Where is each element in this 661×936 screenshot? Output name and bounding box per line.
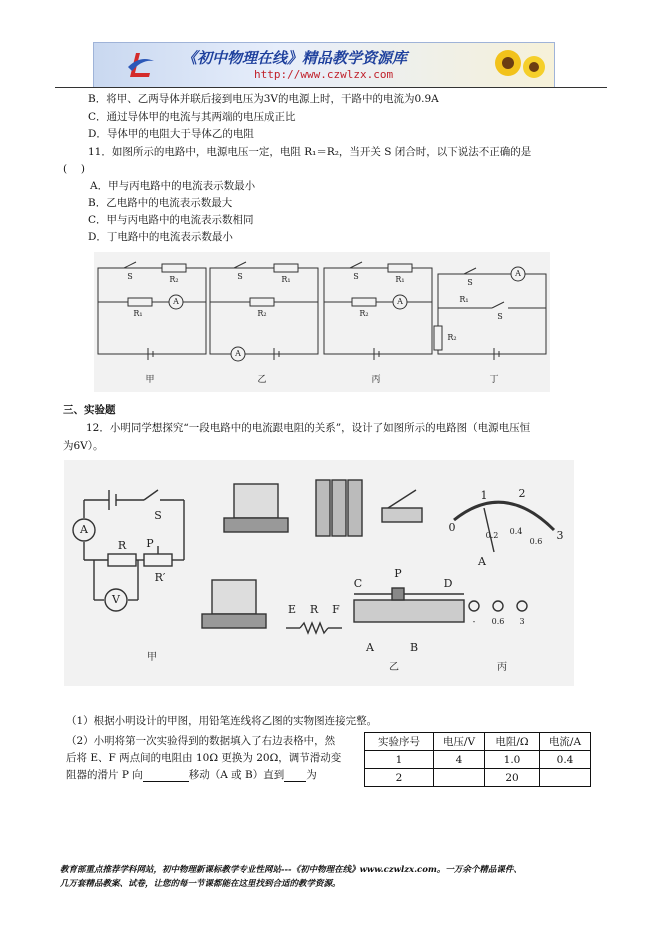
footer-line1: 教育部重点推荐学科网站，初中物理新课标教学专业性网站---《初中物理在线》www.czwlzx.com。一万余个精品课件、 <box>60 865 522 875</box>
q11-fig-label-s1: S <box>127 272 133 281</box>
table-row <box>365 769 591 787</box>
table-cell: 20 <box>485 769 540 787</box>
q12-sub2-line3-part1: 阻器的滑片 P 向 <box>66 769 143 781</box>
q12-sub2-line2: 后将 E、F 两点间的电阻由 10Ω 更换为 20Ω，调节滑动变 <box>66 752 342 764</box>
q12-meter-subtick-2: 0.4 <box>509 527 523 536</box>
table-cell[interactable] <box>434 769 485 787</box>
q12-schematic-resistor: R <box>117 539 127 552</box>
q12-meter-tick-3: 3 <box>556 529 564 542</box>
table-header-row <box>365 733 591 751</box>
q12-meter-terminal-3: 3 <box>519 617 525 626</box>
q11-circuit-figure <box>94 252 550 392</box>
q12-schematic-ammeter: A <box>80 523 88 536</box>
q12-schematic-slider: P <box>146 537 154 550</box>
q11-fig-label-r1-d: R₁ <box>459 295 469 304</box>
q12-fig-caption-jia: 甲 <box>147 652 157 663</box>
table-cell: 1.0 <box>485 751 540 769</box>
q11-answer-paren: ( ) <box>63 163 86 175</box>
q12-meter-terminal-06: 0.6 <box>491 617 505 626</box>
q12-meter-tick-1: 1 <box>480 489 488 502</box>
site-logo-icon <box>122 47 158 83</box>
q12-meter-terminal-neg: - <box>472 617 476 626</box>
table-cell[interactable] <box>540 769 591 787</box>
q11-stem: 11．如图所示的电路中，电源电压一定，电阻 R₁＝R₂，当开关 S 闭合时，以下说法不正确的是 <box>88 146 532 158</box>
q11-fig-label-s4b: S <box>497 312 503 321</box>
q12-schematic-rheostat: R′ <box>154 571 166 584</box>
q12-label-c: C <box>353 577 363 590</box>
q12-meter-tick-0: 0 <box>448 521 456 534</box>
q12-label-e: E <box>287 603 297 616</box>
q11-fig-caption-yi: 乙 <box>257 375 267 385</box>
table-cell: 1 <box>365 751 434 769</box>
q12-meter-subtick-3: 0.6 <box>529 537 543 546</box>
q11-fig-label-s4a: S <box>467 278 473 287</box>
q12-stem-line2: 为6V）。 <box>63 440 104 452</box>
q11-fig-label-r1-b: R₁ <box>281 275 291 284</box>
footer-line2: 几万套精品教案、试卷，让您的每一节课都能在这里找到合适的教学资源。 <box>60 879 341 889</box>
q11-option-a: A．甲与丙电路中的电流表示数最小 <box>90 180 256 192</box>
q12-label-a: A <box>366 641 374 654</box>
q12-fig-caption-bing: 丙 <box>497 662 507 673</box>
q11-fig-caption-jia: 甲 <box>145 375 155 385</box>
table-header-cell: 电流/A <box>540 733 591 751</box>
answer-blank-direction[interactable] <box>143 770 189 782</box>
q11-fig-label-r1-c: R₁ <box>395 275 405 284</box>
table-header-cell: 实验序号 <box>365 733 434 751</box>
q11-fig-label-s2: S <box>237 272 243 281</box>
q12-meter-tick-2: 2 <box>518 487 526 500</box>
q12-sub1: （1）根据小明设计的甲图，用铅笔连线将乙图的实物图连接完整。 <box>66 715 378 727</box>
q12-sub2-line3-part2: 移动（A 或 B）直到 <box>188 769 285 781</box>
q12-meter-subtick-1: 0.2 <box>485 531 499 540</box>
q12-label-p: P <box>394 567 402 580</box>
q10-option-b: B．将甲、乙两导体并联后接到电压为3V的电源上时，干路中的电流为0.9A <box>88 93 439 105</box>
q12-schematic-voltmeter: V <box>112 593 120 606</box>
q10-option-c: C．通过导体甲的电流与其两端的电压成正比 <box>88 111 296 123</box>
q12-label-f: F <box>332 603 340 616</box>
q12-label-r: R <box>309 603 319 616</box>
table-cell: 4 <box>434 751 485 769</box>
answer-blank-quantity[interactable] <box>284 770 306 782</box>
sunflower-icon <box>490 45 550 85</box>
q12-label-b: B <box>409 641 419 654</box>
q12-experiment-figure <box>64 460 574 686</box>
section3-title: 三、实验题 <box>63 404 116 416</box>
q12-meter-unit: A <box>478 555 486 568</box>
table-cell: 0.4 <box>540 751 591 769</box>
table-cell: 2 <box>365 769 434 787</box>
experiment-data-table <box>364 732 591 787</box>
table-header-cell: 电阻/Ω <box>485 733 540 751</box>
q11-option-c: C．甲与丙电路中的电流表示数相同 <box>88 214 254 226</box>
q12-schematic-switch: S <box>154 509 162 522</box>
q12-sub2-line1: （2）小明将第一次实验得到的数据填入了右边表格中，然 <box>66 735 336 747</box>
banner-url[interactable]: http://www.czwlzx.com <box>254 68 394 81</box>
q11-fig-label-r2-c: R₂ <box>359 309 369 318</box>
q11-fig-label-r2-d: R₂ <box>447 333 457 342</box>
q11-fig-ammeter-a: A <box>173 297 179 306</box>
q11-fig-caption-bing: 丙 <box>371 375 381 385</box>
header-rule <box>55 87 607 88</box>
q11-option-d: D．丁电路中的电流表示数最小 <box>88 231 233 243</box>
q10-option-d: D．导体甲的电阻大于导体乙的电阻 <box>88 128 254 140</box>
table-row <box>365 751 591 769</box>
q11-option-b: B．乙电路中的电流表示数最大 <box>88 197 233 209</box>
q11-fig-caption-ding: 丁 <box>489 375 499 385</box>
table-header-cell: 电压/V <box>434 733 485 751</box>
q11-fig-label-r2-a: R₂ <box>169 275 179 284</box>
q12-label-d: D <box>443 577 453 590</box>
q12-stem-line1: 12．小明同学想探究“一段电路中的电流跟电阻的关系”，设计了如图所示的电路图（电源电压恒 <box>86 422 531 434</box>
site-banner <box>93 42 555 88</box>
q11-fig-ammeter-b: A <box>235 349 241 358</box>
q12-fig-caption-yi: 乙 <box>389 662 399 673</box>
q11-fig-ammeter-d: A <box>515 269 521 278</box>
q11-fig-label-r2-b: R₂ <box>257 309 267 318</box>
q11-fig-label-r1-a: R₁ <box>133 309 143 318</box>
q12-sub2-line3-part3: 为 <box>306 769 317 781</box>
q11-fig-ammeter-c: A <box>397 297 403 306</box>
q11-fig-label-s3: S <box>353 272 359 281</box>
q12-sub2-line3 <box>66 768 317 782</box>
banner-title: 《初中物理在线》精品教学资源库 <box>182 49 408 67</box>
